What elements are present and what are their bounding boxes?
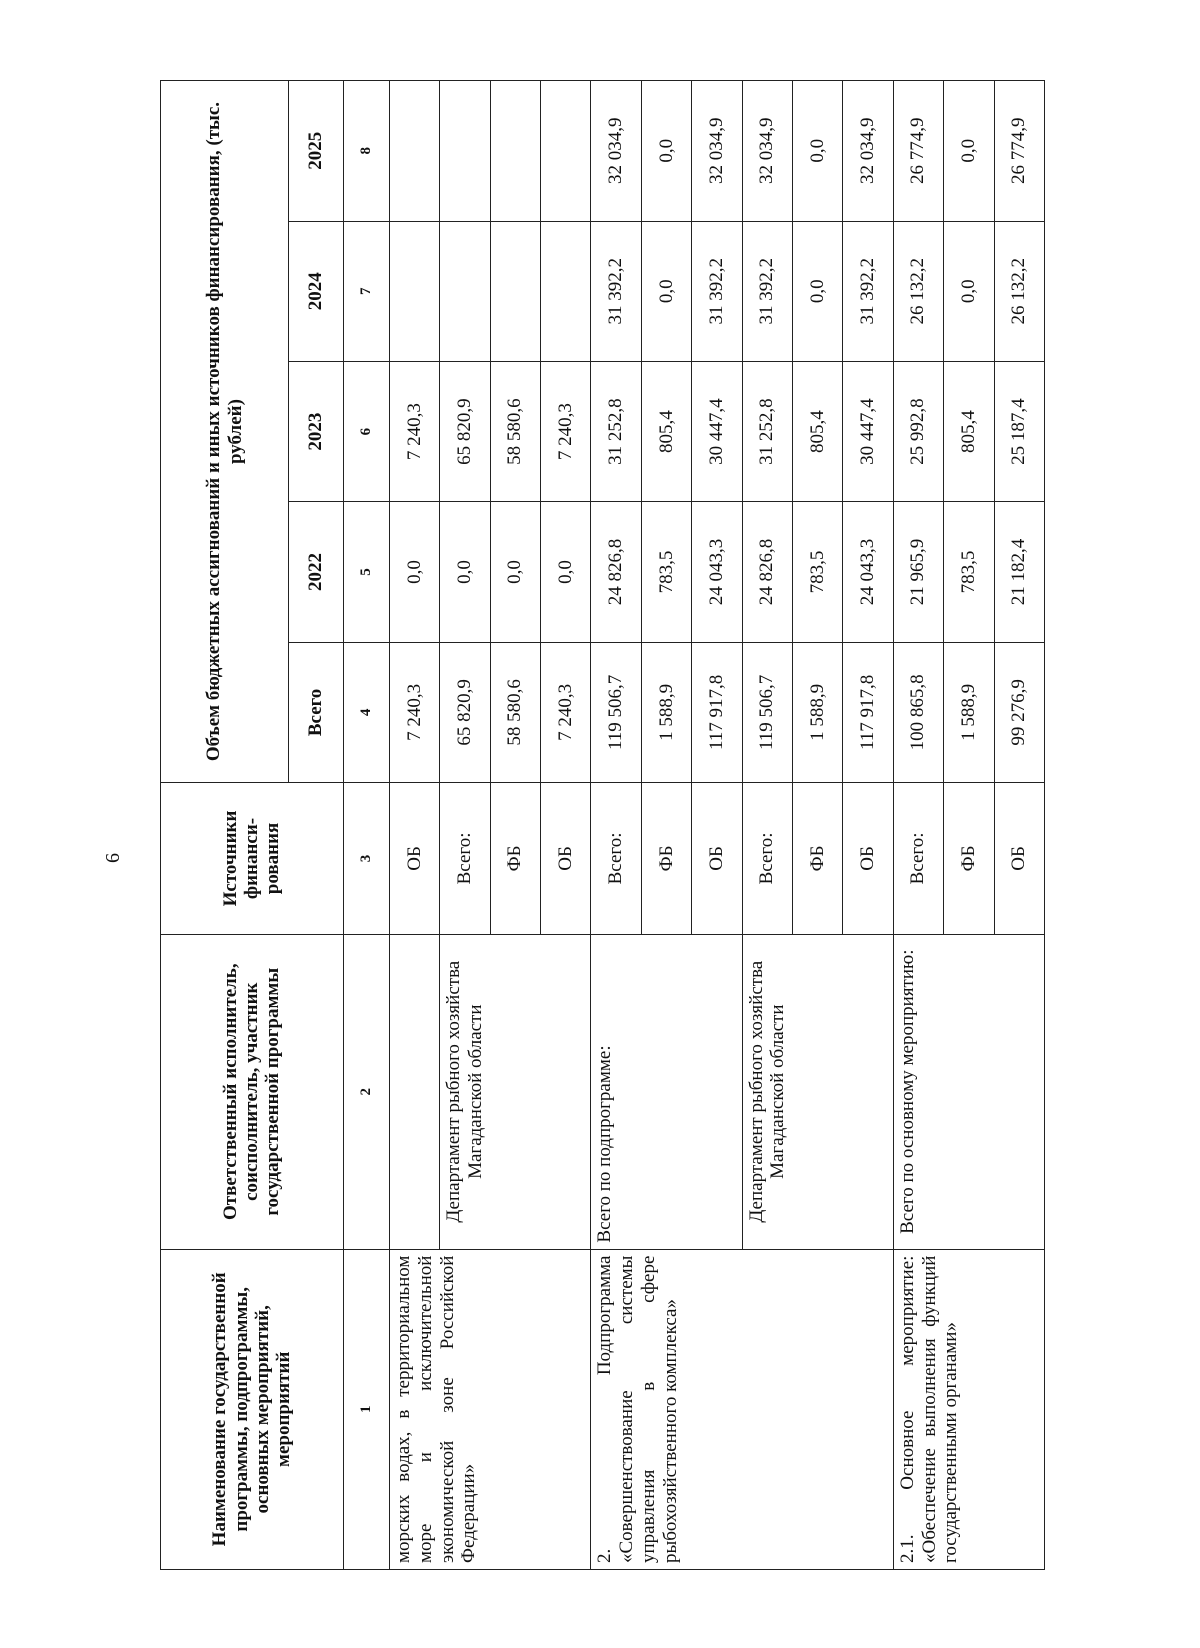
value-cell: 783,5 (944, 502, 994, 642)
value-cell: 100 865,8 (893, 642, 943, 782)
header-budget-group: Объем бюджетных ассигнований и иных источников финансирования, (тыс. рублей) (161, 81, 289, 783)
source-cell: ОБ (994, 783, 1044, 935)
value-cell: 31 252,8 (591, 361, 641, 501)
source-cell: ОБ (541, 783, 591, 935)
value-cell: 7 240,3 (541, 642, 591, 782)
source-cell: ФБ (792, 783, 842, 935)
value-cell: 7 240,3 (389, 361, 439, 501)
value-cell: 26 132,2 (994, 221, 1044, 361)
header-year-total: Всего (289, 642, 344, 782)
value-cell: 0,0 (641, 221, 691, 361)
value-cell: 58 580,6 (490, 642, 540, 782)
source-cell: ФБ (490, 783, 540, 935)
value-cell: 32 034,9 (692, 81, 742, 222)
value-cell: 26 774,9 (994, 81, 1044, 222)
value-cell: 24 826,8 (742, 502, 792, 642)
value-cell: 119 506,7 (742, 642, 792, 782)
value-cell: 117 917,8 (692, 642, 742, 782)
value-cell: 32 034,9 (591, 81, 641, 222)
index-cell: 3 (343, 783, 389, 935)
header-year-2023: 2023 (289, 361, 344, 501)
value-cell: 31 392,2 (742, 221, 792, 361)
index-cell: 7 (343, 221, 389, 361)
value-cell: 21 965,9 (893, 502, 943, 642)
value-cell: 7 240,3 (541, 361, 591, 501)
index-cell: 1 (343, 1249, 389, 1569)
value-cell: 0,0 (440, 502, 490, 642)
value-cell: 32 034,9 (742, 81, 792, 222)
value-cell (541, 221, 591, 361)
source-cell: ОБ (692, 783, 742, 935)
table-row (893, 81, 943, 1570)
value-cell: 805,4 (944, 361, 994, 501)
source-cell: ОБ (843, 783, 893, 935)
value-cell: 31 392,2 (843, 221, 893, 361)
value-cell: 31 392,2 (692, 221, 742, 361)
header-funding-source: Источники финанси-рования (161, 783, 344, 935)
value-cell: 65 820,9 (440, 642, 490, 782)
source-cell: Всего: (440, 783, 490, 935)
value-cell: 65 820,9 (440, 361, 490, 501)
value-cell: 24 043,3 (843, 502, 893, 642)
value-cell (490, 81, 540, 222)
value-cell: 31 252,8 (742, 361, 792, 501)
main-activity-total-label: Всего по основному мероприятию: (893, 934, 1044, 1249)
value-cell: 1 588,9 (944, 642, 994, 782)
value-cell (541, 81, 591, 222)
value-cell: 30 447,4 (692, 361, 742, 501)
rotated-table-container (160, 80, 1045, 1570)
source-cell: Всего: (591, 783, 641, 935)
subprogram-name-cell: 2. Подпрограмма «Совершенствование системы управления в сфере рыбохозяйственного комплекса» (591, 1249, 893, 1569)
index-cell: 8 (343, 81, 389, 222)
value-cell: 25 187,4 (994, 361, 1044, 501)
index-cell: 4 (343, 642, 389, 782)
main-activity-name-cell: 2.1. Основное мероприятие: «Обеспечение выполнения функций государственными органами» (893, 1249, 1044, 1569)
executor-cell: Департамент рыбного хозяйства Магаданской области (742, 934, 893, 1249)
page-number: 6 (102, 853, 124, 863)
value-cell: 0,0 (389, 502, 439, 642)
value-cell: 805,4 (792, 361, 842, 501)
value-cell: 1 588,9 (641, 642, 691, 782)
value-cell: 24 826,8 (591, 502, 641, 642)
value-cell: 32 034,9 (843, 81, 893, 222)
header-year-2025: 2025 (289, 81, 344, 222)
source-cell: ФБ (944, 783, 994, 935)
subprogram-total-label: Всего по подпрограмме: (591, 934, 742, 1249)
index-row (343, 81, 389, 1570)
value-cell: 7 240,3 (389, 642, 439, 782)
value-cell: 783,5 (792, 502, 842, 642)
value-cell: 31 392,2 (591, 221, 641, 361)
source-cell: Всего: (893, 783, 943, 935)
index-cell: 5 (343, 502, 389, 642)
source-cell: Всего: (742, 783, 792, 935)
value-cell: 0,0 (792, 221, 842, 361)
value-cell: 117 917,8 (843, 642, 893, 782)
value-cell: 0,0 (944, 81, 994, 222)
value-cell (389, 81, 439, 222)
source-cell: ОБ (389, 783, 439, 935)
value-cell: 58 580,6 (490, 361, 540, 501)
program-name-cell: морских водах, в территориальном море и исключительной экономической зоне Российской Федерации» (389, 1249, 591, 1569)
header-year-2024: 2024 (289, 221, 344, 361)
source-cell: ФБ (641, 783, 691, 935)
value-cell: 26 774,9 (893, 81, 943, 222)
header-executor: Ответственный исполнитель, соисполнитель, участник государственной программы (161, 934, 344, 1249)
value-cell: 0,0 (490, 502, 540, 642)
index-cell: 6 (343, 361, 389, 501)
value-cell (389, 221, 439, 361)
table-row (389, 81, 439, 1570)
value-cell: 21 182,4 (994, 502, 1044, 642)
empty-executor-cell (389, 934, 439, 1249)
budget-table (160, 80, 1045, 1570)
value-cell (490, 221, 540, 361)
index-cell: 2 (343, 934, 389, 1249)
header-year-2022: 2022 (289, 502, 344, 642)
value-cell: 26 132,2 (893, 221, 943, 361)
value-cell: 0,0 (792, 81, 842, 222)
value-cell: 119 506,7 (591, 642, 641, 782)
value-cell: 0,0 (641, 81, 691, 222)
value-cell: 99 276,9 (994, 642, 1044, 782)
value-cell: 805,4 (641, 361, 691, 501)
table-row (591, 81, 641, 1570)
value-cell (440, 81, 490, 222)
value-cell: 783,5 (641, 502, 691, 642)
value-cell: 30 447,4 (843, 361, 893, 501)
value-cell: 1 588,9 (792, 642, 842, 782)
executor-cell: Департамент рыбного хозяйства Магаданской области (440, 934, 591, 1249)
value-cell: 24 043,3 (692, 502, 742, 642)
header-program-name: Наименование государственной программы, подпрограммы, основных мероприятий, мероприятий (161, 1249, 344, 1569)
value-cell: 0,0 (541, 502, 591, 642)
value-cell: 25 992,8 (893, 361, 943, 501)
value-cell (440, 221, 490, 361)
value-cell: 0,0 (944, 221, 994, 361)
